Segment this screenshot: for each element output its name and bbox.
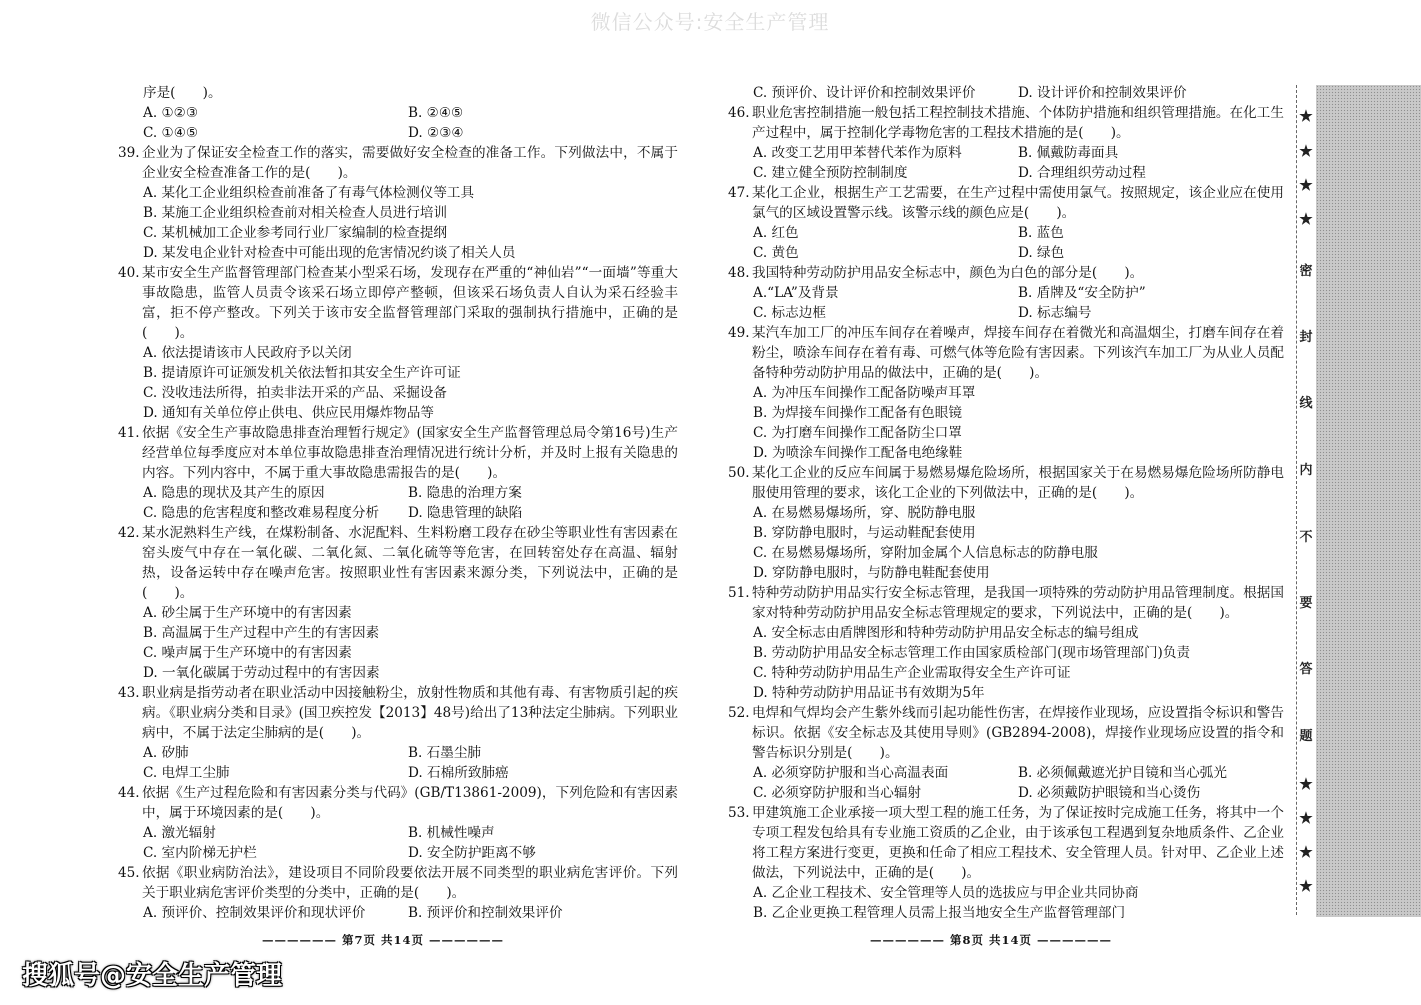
question-number: 49. bbox=[728, 325, 750, 341]
option-b: B. 某施工企业组织检查前对相关检查人员进行培训 bbox=[143, 205, 448, 221]
option-d: D. 必须戴防护眼镜和当心烫伤 bbox=[1018, 785, 1201, 801]
question-number: 41. bbox=[118, 425, 140, 441]
option-row bbox=[118, 743, 678, 763]
question-stem: 依据《安全生产事故隐患排查治理暂行规定》(国家安全生产监督管理总局令第16号)生产经营单位每季度应对本单位事故隐患排查治理情况进行统计分析，并及时上报有关隐患的内容。下列内容中，不属于重大事故隐患需报告的是( )。 bbox=[142, 425, 678, 481]
question-52 bbox=[728, 703, 1284, 763]
question-stem: 某汽车加工厂的冲压车间存在着噪声，焊接车间存在着微光和高温烟尘，打磨车间存在着粉尘，喷涂车间存在着有毒、可燃气体等危险有害因素。下列该汽车加工厂为从业人员配备特种劳动防护用品的做法中，正确的是( )。 bbox=[752, 325, 1284, 381]
option-c: C. 黄色 bbox=[753, 245, 799, 261]
option-row bbox=[728, 223, 1284, 243]
question-stem: 依据《职业病防治法》，建设项目不同阶段要依法开展不同类型的职业病危害评价。下列关于职业病危害评价类型的分类中，正确的是( )。 bbox=[142, 865, 678, 901]
seal-char: 不 bbox=[1299, 530, 1313, 545]
option-d: D. 隐患管理的缺陷 bbox=[408, 505, 523, 521]
option-c: C. 没收违法所得，拍卖非法开采的产品、采掘设备 bbox=[143, 385, 448, 401]
star-icon: ★ bbox=[1299, 877, 1313, 895]
question-number: 52. bbox=[728, 705, 750, 721]
option-row bbox=[118, 823, 678, 843]
option-c: C. 电焊工尘肺 bbox=[143, 765, 230, 781]
option-d: D. 穿防静电服时，与防静电鞋配套使用 bbox=[753, 565, 990, 581]
page-footer-right: —————— 第8页 共14页 —————— bbox=[870, 933, 1113, 947]
star-icon: ★ bbox=[1299, 107, 1313, 125]
option-c: C. 某机械加工企业参考同行业厂家编制的检查提纲 bbox=[143, 225, 448, 241]
option-a: A. 在易燃易爆场所，穿、脱防静电服 bbox=[753, 505, 976, 521]
option-d: D. 安全防护距离不够 bbox=[408, 845, 536, 861]
question-46 bbox=[728, 103, 1284, 143]
question-43 bbox=[118, 683, 678, 743]
question-stem: 企业为了保证安全检查工作的落实，需要做好安全检查的准备工作。下列做法中，不属于企业安全检查准备工作的是( )。 bbox=[142, 145, 678, 181]
question-number: 53. bbox=[728, 805, 750, 821]
option-row bbox=[118, 763, 678, 783]
option-b: B. 为焊接车间操作工配备有色眼镜 bbox=[753, 405, 962, 421]
star-icon: ★ bbox=[1299, 210, 1313, 228]
question-continuation: 序是( )。 bbox=[143, 85, 222, 101]
seal-char: 要 bbox=[1299, 596, 1313, 611]
page-footer-left: —————— 第7页 共14页 —————— bbox=[262, 933, 505, 947]
option-b: B. 盾牌及“安全防护” bbox=[1018, 285, 1146, 301]
option-b: B. 乙企业更换工程管理人员需上报当地安全生产监督管理部门 bbox=[753, 905, 1126, 921]
seal-char: 线 bbox=[1299, 396, 1313, 411]
option-row bbox=[728, 83, 1284, 103]
option-c: C. ①④⑤ bbox=[143, 125, 199, 141]
option-b: B. 高温属于生产过程中产生的有害因素 bbox=[143, 625, 380, 641]
seal-char: 题 bbox=[1299, 729, 1313, 744]
seal-char: 封 bbox=[1299, 330, 1313, 345]
option-c: C. 建立健全预防控制制度 bbox=[753, 165, 908, 181]
question-stem: 依据《生产过程危险和有害因素分类与代码》(GB/T13861-2009)，下列危险和有害因素中，属于环境因素的是( )。 bbox=[142, 785, 678, 821]
question-stem: 某水泥熟料生产线，在煤粉制备、水泥配料、生料粉磨工段存在砂尘等职业性有害因素在窑头废气中存在一氧化碳、二氧化氮、二氧化硫等等危害，在回转窑处存在高温、辐射热，设备运转中存在噪声危害。按照职业性有害因素来源分类，下列说法中，正确的是( )。 bbox=[142, 525, 678, 601]
option-d: D. 某发电企业针对检查中可能出现的危害情况约谈了相关人员 bbox=[143, 245, 516, 261]
option-a: A. 砂尘属于生产环境中的有害因素 bbox=[143, 605, 352, 621]
option-c: C. 室内阶梯无护栏 bbox=[143, 845, 257, 861]
question-stem: 职业病是指劳动者在职业活动中因接触粉尘，放射性物质和其他有毒、有害物质引起的疾病。《职业病分类和目录》(国卫疾控发【2013】48号)给出了13种法定尘肺病。下列职业病中，不属于法定尘肺病的是( )。 bbox=[142, 685, 678, 741]
star-icon: ★ bbox=[1299, 809, 1313, 827]
option-c: C. 必须穿防护服和当心辐射 bbox=[753, 785, 922, 801]
question-47 bbox=[728, 183, 1284, 223]
option-a: A.“LA”及背景 bbox=[753, 285, 839, 301]
question-number: 39. bbox=[118, 145, 140, 161]
option-row bbox=[118, 483, 678, 503]
option-row bbox=[728, 283, 1284, 303]
question-number: 43. bbox=[118, 685, 140, 701]
question-stem: 某市安全生产监督管理部门检查某小型采石场，发现存在严重的“神仙岩”“一面墙”等重大事故隐患，监管人员责令该采石场立即停产整顿，但该采石场负责人自认为采石经验丰富，拒不停产整改。下列关于该市安全监督管理部门采取的强制执行措施中，正确的是( )。 bbox=[142, 265, 678, 341]
option-c: C. 标志边框 bbox=[753, 305, 826, 321]
binding-margin-shade bbox=[1316, 85, 1421, 917]
option-d: D. 一氧化碳属于劳动过程中的有害因素 bbox=[143, 665, 380, 681]
question-44 bbox=[118, 783, 678, 823]
option-a: A. ①②③ bbox=[143, 105, 199, 121]
option-c: C. 在易燃易爆场所，穿附加金属个人信息标志的防静电服 bbox=[753, 545, 1098, 561]
option-d: D. 通知有关单位停止供电、供应民用爆炸物品等 bbox=[143, 405, 434, 421]
option-b: B. 隐患的治理方案 bbox=[408, 485, 522, 501]
option-c: C. 特种劳动防护用品生产企业需取得安全生产许可证 bbox=[753, 665, 1071, 681]
option-c: C. 为打磨车间操作工配备防尘口罩 bbox=[753, 425, 962, 441]
question-48 bbox=[728, 263, 1284, 283]
option-row bbox=[728, 783, 1284, 803]
seal-char: 答 bbox=[1299, 662, 1313, 677]
seal-char: 内 bbox=[1299, 463, 1313, 478]
question-45 bbox=[118, 863, 678, 903]
question-stem: 甲建筑施工企业承接一项大型工程的施工任务，为了保证按时完成施工任务，将其中一个专项工程发包给具有专业施工资质的乙企业，由于该承包工程遇到复杂地质条件、乙企业将工程方案进行变更，更换和任命了相应工程技术、安全管理人员。针对甲、乙企业上述做法，下列说法中，正确的是( )。 bbox=[752, 805, 1284, 881]
option-b: B. ②④⑤ bbox=[408, 105, 464, 121]
option-a: A. 某化工企业组织检查前准备了有毒气体检测仪等工具 bbox=[143, 185, 475, 201]
option-b: B. 必须佩戴遮光护目镜和当心弧光 bbox=[1018, 765, 1227, 781]
question-stem: 某化工企业，根据生产工艺需要，在生产过程中需使用氯气。按照规定，该企业应在使用氯气的区域设置警示线。该警示线的颜色应是( )。 bbox=[752, 185, 1284, 221]
question-41 bbox=[118, 423, 678, 483]
question-49 bbox=[728, 323, 1284, 383]
star-icon: ★ bbox=[1299, 775, 1313, 793]
option-c: C. 噪声属于生产环境中的有害因素 bbox=[143, 645, 352, 661]
option-row bbox=[728, 243, 1284, 263]
option-b: B. 劳动防护用品安全标志管理工作由国家质检部门(现市场管理部门)负责 bbox=[753, 645, 1191, 661]
question-50 bbox=[728, 463, 1284, 503]
question-number: 47. bbox=[728, 185, 750, 201]
option-b: B. 石墨尘肺 bbox=[408, 745, 482, 761]
option-a: A. 预评价、控制效果评价和现状评价 bbox=[143, 905, 366, 921]
question-number: 50. bbox=[728, 465, 750, 481]
option-b: B. 穿防静电服时，与运动鞋配套使用 bbox=[753, 525, 976, 541]
option-row bbox=[118, 903, 678, 923]
option-d: D. ②③④ bbox=[408, 125, 464, 141]
question-stem: 职业危害控制措施一般包括工程控制技术措施、个体防护措施和组织管理措施。在化工生产过程中，属于控制化学毒物危害的工程技术措施的是( )。 bbox=[752, 105, 1284, 141]
left-page-column bbox=[118, 83, 678, 923]
question-number: 51. bbox=[728, 585, 750, 601]
option-a: A. 依法提请该市人民政府予以关闭 bbox=[143, 345, 352, 361]
option-b: B. 佩戴防毒面具 bbox=[1018, 145, 1119, 161]
seal-char: 密 bbox=[1299, 264, 1313, 279]
question-number: 48. bbox=[728, 265, 750, 281]
option-row bbox=[728, 143, 1284, 163]
option-a: A. 隐患的现状及其产生的原因 bbox=[143, 485, 325, 501]
option-b: B. 机械性噪声 bbox=[408, 825, 495, 841]
right-page-column bbox=[728, 83, 1284, 923]
question-number: 40. bbox=[118, 265, 140, 281]
option-a: A. 为冲压车间操作工配备防噪声耳罩 bbox=[753, 385, 976, 401]
header-watermark: 微信公众号:安全生产管理 bbox=[590, 10, 830, 34]
option-a: A. 必须穿防护服和当心高温表面 bbox=[753, 765, 949, 781]
option-d: D. 石棉所致肺癌 bbox=[408, 765, 509, 781]
option-a: A. 激光辐射 bbox=[143, 825, 216, 841]
star-icon: ★ bbox=[1299, 843, 1313, 861]
option-d: D. 绿色 bbox=[1018, 245, 1065, 261]
question-number: 45. bbox=[118, 865, 140, 881]
option-row bbox=[118, 843, 678, 863]
option-row bbox=[118, 103, 678, 123]
option-b: B. 预评价和控制效果评价 bbox=[408, 905, 563, 921]
option-a: A. 矽肺 bbox=[143, 745, 189, 761]
option-b: B. 提请原许可证颁发机关依法暂扣其安全生产许可证 bbox=[143, 365, 461, 381]
question-stem: 电焊和气焊均会产生紫外线而引起功能性伤害，在焊接作业现场，应设置指令标识和警告标识。依据《安全标志及其使用导则》(GB2894-2008)，焊接作业现场应设置的指令和警告标识分别是( )。 bbox=[752, 705, 1284, 761]
option-row bbox=[728, 163, 1284, 183]
question-number: 44. bbox=[118, 785, 140, 801]
option-d: D. 标志编号 bbox=[1018, 305, 1092, 321]
question-51 bbox=[728, 583, 1284, 623]
option-d: D. 合理组织劳动过程 bbox=[1018, 165, 1146, 181]
question-stem: 我国特种劳动防护用品安全标志中，颜色为白色的部分是( )。 bbox=[752, 265, 1144, 281]
option-a: A. 安全标志由盾牌图形和特种劳动防护用品安全标志的编号组成 bbox=[753, 625, 1139, 641]
question-number: 46. bbox=[728, 105, 750, 121]
option-c: C. 隐患的危害程度和整改难易程度分析 bbox=[143, 505, 380, 521]
question-stem: 某化工企业的反应车间属于易燃易爆危险场所，根据国家关于在易燃易爆危险场所防静电服使用管理的要求，该化工企业的下列做法中，正确的是( )。 bbox=[752, 465, 1284, 501]
option-b: B. 蓝色 bbox=[1018, 225, 1064, 241]
question-40 bbox=[118, 263, 678, 343]
option-row bbox=[118, 503, 678, 523]
source-watermark-logo: 搜狐号@安全生产管理 bbox=[22, 961, 283, 991]
option-d: D. 设计评价和控制效果评价 bbox=[1018, 85, 1187, 101]
option-c: C. 预评价、设计评价和控制效果评价 bbox=[753, 85, 976, 101]
star-icon: ★ bbox=[1299, 176, 1313, 194]
option-d: D. 特种劳动防护用品证书有效期为5年 bbox=[753, 685, 985, 701]
question-39 bbox=[118, 143, 678, 183]
option-a: A. 改变工艺用甲苯替代苯作为原料 bbox=[753, 145, 962, 161]
seal-line-strip bbox=[1296, 85, 1316, 915]
option-a: A. 乙企业工程技术、安全管理等人员的选拔应与甲企业共同协商 bbox=[753, 885, 1139, 901]
star-icon: ★ bbox=[1299, 142, 1313, 160]
question-53 bbox=[728, 803, 1284, 883]
option-row bbox=[118, 123, 678, 143]
question-number: 42. bbox=[118, 525, 140, 541]
option-a: A. 红色 bbox=[753, 225, 799, 241]
option-d: D. 为喷涂车间操作工配备电绝缘鞋 bbox=[753, 445, 963, 461]
option-row bbox=[728, 303, 1284, 323]
option-row bbox=[728, 763, 1284, 783]
question-42 bbox=[118, 523, 678, 603]
question-stem: 特种劳动防护用品实行安全标志管理，是我国一项特殊的劳动防护用品管理制度。根据国家对特种劳动防护用品安全标志管理规定的要求，下列说法中，正确的是( )。 bbox=[752, 585, 1284, 621]
